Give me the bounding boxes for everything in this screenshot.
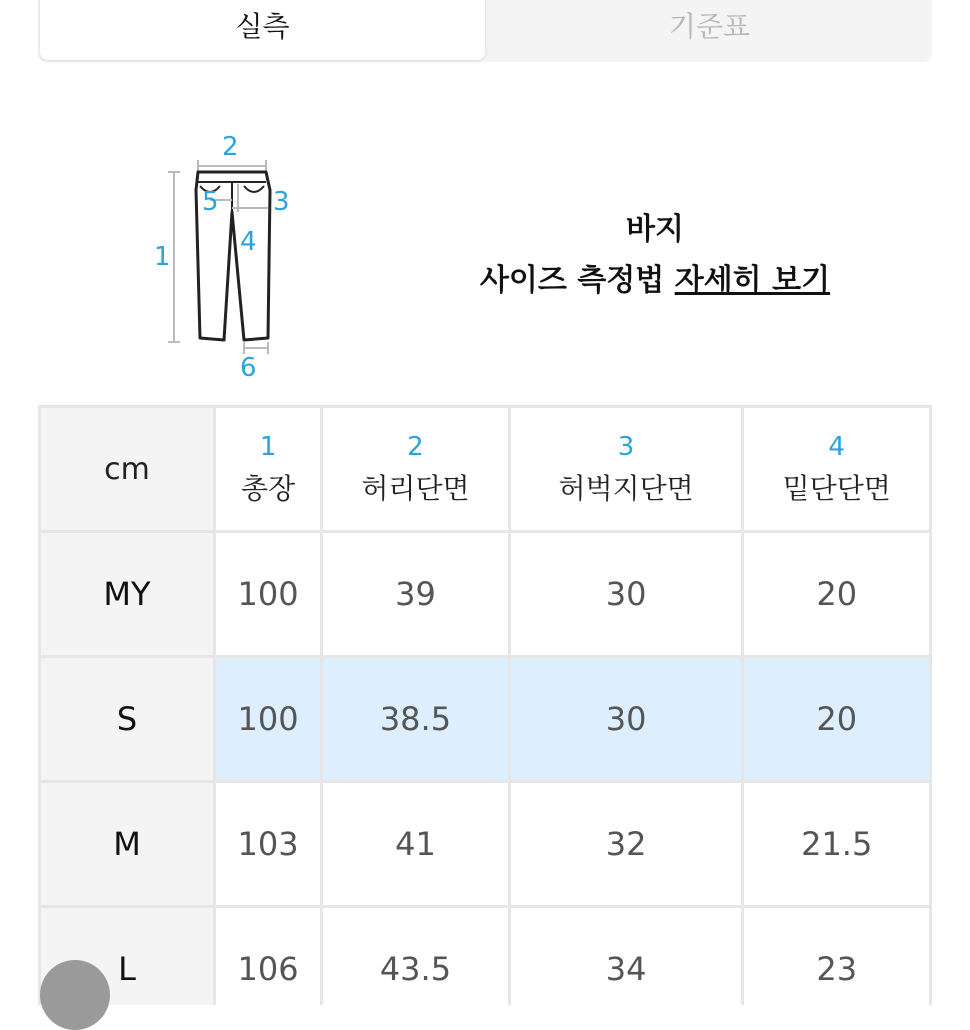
column-header-length <box>216 408 320 530</box>
table-cell: 103 <box>216 783 320 905</box>
pants-measurement-diagram <box>140 120 310 390</box>
column-number: 1 <box>259 432 277 462</box>
table-cell: 30 <box>511 658 742 780</box>
tab-standard-chart[interactable]: 기준표 <box>668 10 751 43</box>
label-2: 2 <box>222 132 239 162</box>
column-number: 2 <box>407 432 424 462</box>
column-number: 3 <box>617 432 635 462</box>
column-number: 4 <box>828 432 845 462</box>
category-title: 바지 <box>626 212 684 247</box>
size-label: S <box>41 658 213 780</box>
measurement-guide <box>440 255 870 307</box>
tab-actual-measurement[interactable]: 실측 <box>40 0 485 60</box>
size-tabs <box>38 0 932 62</box>
table-row-l <box>41 908 929 1005</box>
size-label: MY <box>41 533 213 655</box>
column-name: 허리단면 <box>361 472 470 505</box>
size-table-container <box>38 405 932 1005</box>
view-details-link[interactable]: 자세히 보기 <box>674 263 831 298</box>
column-header-hem <box>744 408 929 530</box>
unit-header: cm <box>41 408 213 530</box>
table-cell: 38.5 <box>323 658 508 780</box>
table-cell: 23 <box>744 908 929 1005</box>
label-5: 5 <box>202 187 219 217</box>
measurement-guide-text: 사이즈 측정법 <box>479 263 665 298</box>
label-3: 3 <box>273 187 290 217</box>
size-label: L <box>41 908 213 1005</box>
table-cell: 100 <box>216 658 320 780</box>
table-cell: 30 <box>511 533 742 655</box>
table-cell: 43.5 <box>323 908 508 1005</box>
table-cell: 100 <box>216 533 320 655</box>
column-header-waist <box>323 408 508 530</box>
label-1: 1 <box>154 242 171 272</box>
table-cell: 41 <box>323 783 508 905</box>
column-name: 밑단단면 <box>782 472 891 505</box>
table-cell: 34 <box>511 908 742 1005</box>
table-cell: 20 <box>744 658 929 780</box>
table-row-my <box>41 533 929 655</box>
label-4: 4 <box>240 227 257 257</box>
table-cell: 20 <box>744 533 929 655</box>
table-cell: 106 <box>216 908 320 1005</box>
table-cell: 39 <box>323 533 508 655</box>
table-cell: 21.5 <box>744 783 929 905</box>
size-label: M <box>41 783 213 905</box>
label-6: 6 <box>240 353 257 383</box>
floating-action-button[interactable] <box>40 960 110 1030</box>
column-name: 허벅지단면 <box>558 472 694 505</box>
table-row-s <box>41 658 929 780</box>
table-cell: 32 <box>511 783 742 905</box>
size-table <box>38 405 932 1005</box>
pants-icon <box>140 120 310 390</box>
table-row-m <box>41 783 929 905</box>
column-header-thigh <box>511 408 742 530</box>
size-info <box>440 205 870 307</box>
column-name: 총장 <box>241 472 296 505</box>
table-header-row <box>41 408 929 530</box>
